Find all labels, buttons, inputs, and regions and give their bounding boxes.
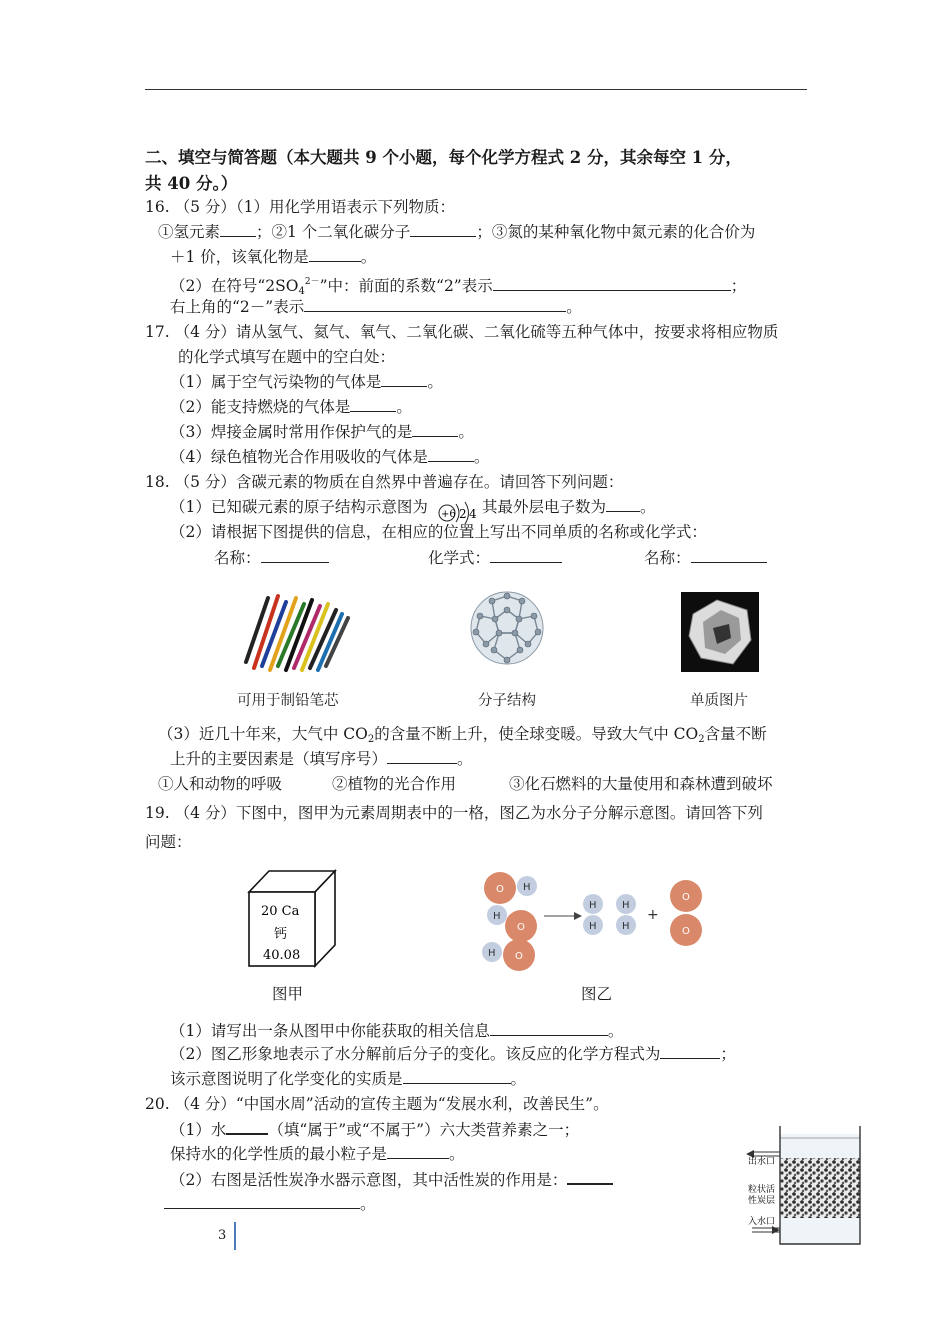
q19-line3 xyxy=(170,1068,526,1090)
q16-text: ”中：前面的系数“2”表示 xyxy=(319,277,493,295)
q18-opt1: ①人和动物的呼吸 xyxy=(158,775,283,793)
q20-text: 。 xyxy=(449,1145,465,1163)
q18-line3 xyxy=(158,723,767,751)
q16-text: ；②1 个二氧化碳分子 xyxy=(256,223,411,241)
answer-blank[interactable] xyxy=(691,547,767,563)
header-rule xyxy=(145,89,807,90)
q18-text: 名称： xyxy=(644,549,691,567)
q18-text: 化学式： xyxy=(428,549,491,567)
inlet-label: 入水口 xyxy=(748,1217,776,1227)
answer-blank[interactable] xyxy=(220,221,256,237)
answer-blank[interactable] xyxy=(261,547,329,563)
q16-text: （2）在符号“2SO xyxy=(170,277,299,295)
reaction-arrow-head xyxy=(574,912,582,920)
q16-text: ； xyxy=(730,277,747,295)
label-name-1 xyxy=(214,547,329,569)
subscript: 4 xyxy=(298,286,305,297)
q19-head: 19. （4 分）下图中，图甲为元素周期表中的一格，图乙为水分子分解示意图。请回答下列 xyxy=(145,804,763,822)
shell-2-count: 4 xyxy=(469,507,477,521)
answer-blank[interactable] xyxy=(493,275,731,291)
answer-blank[interactable] xyxy=(387,748,457,764)
q20-text: （填“属于”或“不属于”）六大类营养素之一； xyxy=(268,1121,580,1139)
q18-opt2: ②植物的光合作用 xyxy=(332,775,457,793)
q20-text: （2）右图是活性炭净水器示意图，其中活性炭的作用是： xyxy=(170,1171,568,1189)
answer-blank[interactable] xyxy=(428,446,474,462)
element-name: 钙 xyxy=(274,927,288,942)
q19-head2: 问题： xyxy=(145,833,192,851)
caption-diamond: 单质图片 xyxy=(690,693,748,709)
carbon-atom-diagram xyxy=(438,494,484,524)
answer-blank[interactable] xyxy=(567,1168,613,1185)
water-decomposition-figure xyxy=(476,870,712,976)
answer-blank[interactable] xyxy=(490,1020,608,1036)
q20-line2 xyxy=(170,1143,465,1165)
molecule-outline xyxy=(471,592,543,664)
q17-item xyxy=(170,446,489,468)
atom-h-label: H xyxy=(589,900,597,911)
answer-blank[interactable] xyxy=(226,1118,268,1135)
q18-text: 上升的主要因素是（填写序号） xyxy=(170,750,388,768)
caption-molecule: 分子结构 xyxy=(478,693,536,709)
answer-blank[interactable] xyxy=(309,246,361,262)
q16-text: 。 xyxy=(360,248,377,266)
answer-blank[interactable] xyxy=(381,371,427,387)
periodic-cell-figure xyxy=(246,868,338,968)
atomic-mass: 40.08 xyxy=(263,948,301,963)
q16-text: ＋1 价，该氧化物是 xyxy=(170,248,309,266)
q19-line2 xyxy=(170,1043,736,1065)
q17-text: 。 xyxy=(396,398,412,416)
atom-h-label: H xyxy=(622,900,630,911)
plus-sign: + xyxy=(647,907,659,923)
atom-o-label: O xyxy=(515,951,523,962)
q18-text: （3）近几十年来，大气中 CO xyxy=(158,725,368,743)
q20-line3 xyxy=(170,1168,613,1191)
section-title: 二、填空与简答题（本大题共 9 个小题，每个化学方程式 2 分，其余每空 1 分， xyxy=(145,148,742,167)
q17-text: （1）属于空气污染物的气体是 xyxy=(170,373,382,391)
answer-blank[interactable] xyxy=(164,1193,360,1209)
outlet-label: 出水口 xyxy=(748,1157,776,1167)
q18-head: 18. （5 分）含碳元素的物质在自然界中普遍存在。请回答下列问题： xyxy=(145,473,624,491)
water-top-layer xyxy=(780,1134,860,1158)
q17-head2: 的化学式填写在题中的空白处： xyxy=(178,348,396,366)
atom-h-label: H xyxy=(493,911,501,922)
q19-text: （1）请写出一条从图甲中你能获取的相关信息 xyxy=(170,1022,490,1040)
atom-h-label: H xyxy=(488,948,496,959)
q17-text: （2）能支持燃烧的气体是 xyxy=(170,398,351,416)
q16-text: ；③氮的某种氧化物中氮元素的化合价为 xyxy=(476,223,756,241)
answer-blank[interactable] xyxy=(350,396,396,412)
q17-text: 。 xyxy=(458,423,474,441)
q17-text: 。 xyxy=(473,448,490,466)
q18-line2: （2）请根据下图提供的信息，在相应的位置上写出不同单质的名称或化学式： xyxy=(170,523,707,541)
answer-blank[interactable] xyxy=(490,547,562,563)
q20-head: 20. （4 分）“中国水周”活动的宣传主题为“发展水利，改善民生”。 xyxy=(145,1095,609,1113)
shell-1-count: 2 xyxy=(459,507,467,521)
caption-figure-a: 图甲 xyxy=(272,985,304,1003)
q16-line2 xyxy=(170,246,376,268)
q20-line1 xyxy=(170,1118,579,1141)
q18-text: （1）已知碳元素的原子结构示意图为 xyxy=(170,498,428,516)
carbon-label-2: 性炭层 xyxy=(748,1196,776,1206)
atom-o-label: O xyxy=(682,892,690,903)
page-number: 3 xyxy=(218,1228,227,1243)
q18-text: 名称： xyxy=(214,549,261,567)
q17-head: 17. （4 分）请从氢气、氦气、氧气、二氧化碳、二氧化硫等五种气体中，按要求将相应物质 xyxy=(145,323,779,341)
answer-blank[interactable] xyxy=(387,1143,449,1159)
q19-text: 。 xyxy=(510,1070,527,1088)
q19-text: 。 xyxy=(607,1022,624,1040)
subscript: 2 xyxy=(698,734,705,745)
q16-line4 xyxy=(170,296,582,318)
atom-h-label: H xyxy=(589,921,597,932)
q18-text: 。 xyxy=(457,750,473,768)
q16-text: 右上角的“2－”表示 xyxy=(170,298,305,316)
atomic-number-symbol: 20 Ca xyxy=(261,904,300,919)
q16-head: 16. （5 分）（1）用化学用语表示下列物质： xyxy=(145,198,455,216)
q20-line4 xyxy=(164,1193,376,1215)
q18-line4 xyxy=(170,748,473,770)
q17-item xyxy=(170,421,474,443)
q19-line1 xyxy=(170,1020,623,1042)
q18-opt3: ③化石燃料的大量使用和森林遭到破坏 xyxy=(509,775,773,793)
carbon-label-1: 粒状活 xyxy=(748,1185,776,1195)
atom-o-label: O xyxy=(517,922,525,933)
answer-blank[interactable] xyxy=(410,221,476,237)
q16-text: ①氢元素 xyxy=(158,223,221,241)
q18-text: 。 xyxy=(640,498,656,516)
answer-blank[interactable] xyxy=(606,496,640,512)
water-bottom-layer xyxy=(780,1218,860,1244)
section-title-cont: 共 40 分。） xyxy=(145,174,238,193)
label-formula xyxy=(428,547,562,569)
q16-text: 。 xyxy=(566,298,582,316)
q19-text: （2）图乙形象地表示了水分解前后分子的变化。该反应的化学方程式为 xyxy=(170,1045,661,1063)
answer-blank[interactable] xyxy=(403,1068,511,1084)
q18-text: 含量不断 xyxy=(704,725,767,743)
q18-text: 其最外层电子数为 xyxy=(482,498,607,516)
fullerene-molecule-image xyxy=(462,588,552,668)
q17-item xyxy=(170,396,412,418)
carbon-layer xyxy=(780,1158,860,1218)
subscript: 2 xyxy=(367,734,375,745)
caption-pencil: 可用于制铅笔芯 xyxy=(237,693,339,709)
q19-text: ； xyxy=(720,1045,736,1063)
q17-item xyxy=(170,371,443,393)
q17-text: 。 xyxy=(427,373,443,391)
nucleus-charge: +6 xyxy=(441,509,456,520)
pencil-leads-image xyxy=(238,590,358,675)
caption-figure-b: 图乙 xyxy=(581,985,613,1003)
inlet-arrow xyxy=(772,1226,780,1234)
q16-line1 xyxy=(158,221,755,243)
q20-text: 保持水的化学性质的最小粒子是 xyxy=(170,1145,388,1163)
label-name-2 xyxy=(644,547,767,569)
q18-line1-end xyxy=(482,496,656,518)
water-purifier-figure xyxy=(744,1120,866,1252)
q18-text: 的含量不断上升，使全球变暖。导致大气中 CO xyxy=(374,725,699,743)
diamond-image xyxy=(681,592,759,672)
q17-text: （4）绿色植物光合作用吸收的气体是 xyxy=(170,448,428,466)
answer-blank[interactable] xyxy=(660,1043,720,1059)
q20-text: （1）水 xyxy=(170,1121,227,1139)
superscript: 2－ xyxy=(304,277,320,287)
atom-o-label: O xyxy=(496,884,504,895)
atom-h-label: H xyxy=(523,882,531,893)
answer-blank[interactable] xyxy=(304,296,566,312)
q18-line1 xyxy=(170,496,428,518)
atom-h-label: H xyxy=(622,921,630,932)
q20-text: 。 xyxy=(360,1195,376,1213)
q17-text: （3）焊接金属时常用作保护气的是 xyxy=(170,423,413,441)
page-number-bar xyxy=(234,1222,236,1250)
answer-blank[interactable] xyxy=(412,421,458,437)
q19-text: 该示意图说明了化学变化的实质是 xyxy=(170,1070,403,1088)
atom-o-label: O xyxy=(682,926,690,937)
